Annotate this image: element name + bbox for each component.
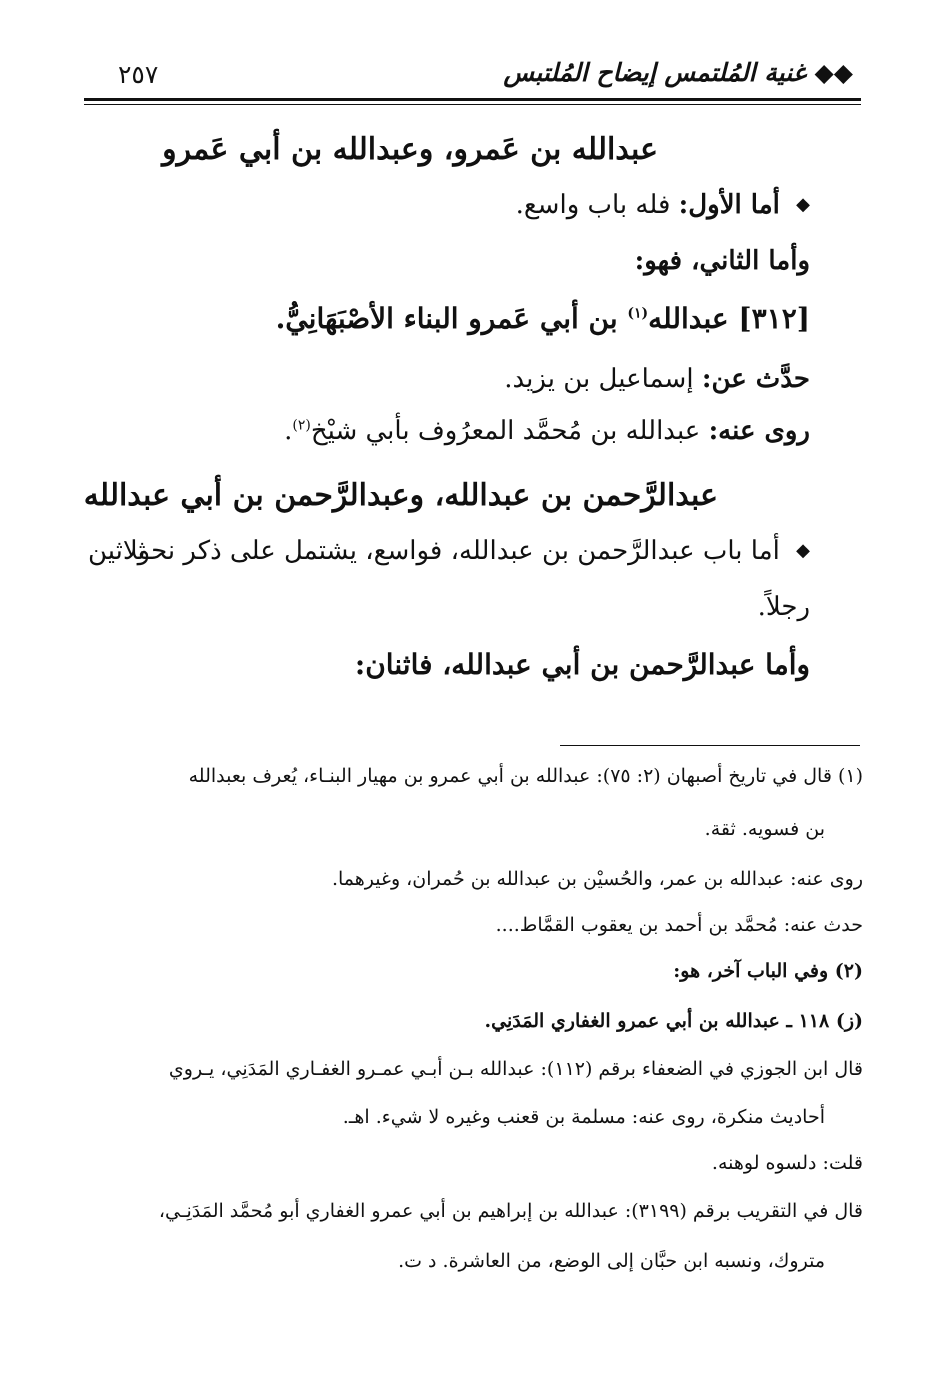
paragraph-line-2: رجلاً. <box>757 592 810 622</box>
paragraph-text-start: أما باب عبدالرَّحمن بن عبدالله، فواسع، يشتمل على ذكر نحو <box>137 536 780 566</box>
footnote-2-line-6: قال في التقريب برقم (٣١٩٩): عبدالله بن إبراهيم بن أبي عمرو الغفاري أبو مُحمَّد المَدَنِـي، <box>158 1200 863 1222</box>
page-number: ٢٥٧ <box>118 60 159 89</box>
footnote-1-line-1: (١) قال في تاريخ أصبهان (٢: ٧٥): عبدالله بن أبي عمرو بن مهيار البنـاء، يُعرف بعبدالله <box>188 765 863 787</box>
footnote-ref-2: (٢) <box>292 417 311 434</box>
narrated-from-label: حدَّث عن: <box>701 364 810 394</box>
footnote-2-line-3: قال ابن الجوزي في الضعفاء برقم (١١٢): عبدالله بـن أبـي عمـرو الغفـاري المَدَنِي، يـروي <box>168 1058 863 1080</box>
footnote-2-line-2: (ز) ١١٨ ـ عبدالله بن أبي عمرو الغفاري المَدَنِي. <box>484 1010 863 1032</box>
footnote-ref-1: (١) <box>627 305 649 322</box>
first-item-text: فله باب واسع. <box>515 190 671 220</box>
first-item-label: أما الأول: <box>678 190 780 220</box>
reported-by-text: عبدالله بن مُحمَّد المعرُوف بأبي شيْخ <box>310 416 701 446</box>
footnote-1-line-2: بن فسويه. ثقة. <box>704 818 825 840</box>
reported-by-line: روى عنه: عبدالله بن مُحمَّد المعرُوف بأبي شيْخ$^{(٢)}$. <box>284 416 810 446</box>
footnote-2-line-5: قلت: دلسوه لوهنه. <box>711 1152 863 1174</box>
footnote-2-line-7: متروك، ونسبه ابن حبَّان إلى الوضع، من العاشرة. د ت. <box>398 1250 825 1272</box>
entry-name-rest: بن أبي عَمرو البناء الأصْبَهَانِيُّ. <box>275 302 618 335</box>
header-rule-thick <box>84 98 861 101</box>
footnote-1-line-3: روى عنه: عبدالله بن عمر، والحُسيْن بن عبدالله بن حُمران، وغيرهما. <box>331 868 863 890</box>
footnote-separator <box>560 745 860 746</box>
reported-by-label: روى عنه: <box>708 416 810 446</box>
running-header-title: ◆◆ غنية المُلتمس إيضاح المُلتبس <box>503 58 853 87</box>
footnote-1-line-4: حدث عنه: مُحمَّد بن أحمد بن يعقوب القمَّاط.... <box>495 914 863 936</box>
diamond-bullet-icon: ◆ <box>796 540 810 561</box>
narrated-from-line <box>504 364 810 394</box>
first-item-line <box>516 190 810 220</box>
narrated-from-text: إسماعيل بن يزيد. <box>504 364 694 394</box>
entry-name: عبدالله <box>648 302 729 335</box>
footnote-2-line-1: (٢) وفي الباب آخر، هو: <box>673 960 863 982</box>
header-rule-thin <box>84 104 861 105</box>
entry-title <box>276 302 810 335</box>
footnote-2-line-4: أحاديث منكرة، روى عنه: مسلمة بن قعنب وغيره لا شيء. اهـ. <box>342 1106 825 1128</box>
paragraph-text-end: ثلاثين <box>88 536 146 566</box>
section-heading-1: عبدالله بن عَمرو، وعبدالله بن أبي عَمرو <box>162 132 658 167</box>
diamond-bullet-icon: ◆ <box>796 194 810 215</box>
section-heading-2: عبدالرَّحمن بن عبدالله، وعبدالرَّحمن بن أبي عبدالله <box>83 478 718 513</box>
last-item-line: وأما عبدالرَّحمن بن أبي عبدالله، فاثنان: <box>354 648 810 681</box>
entry-number: [٣١٢] <box>738 302 810 335</box>
second-item-line: وأما الثاني، فهو: <box>634 246 810 276</box>
paragraph-line-1 <box>138 536 810 566</box>
